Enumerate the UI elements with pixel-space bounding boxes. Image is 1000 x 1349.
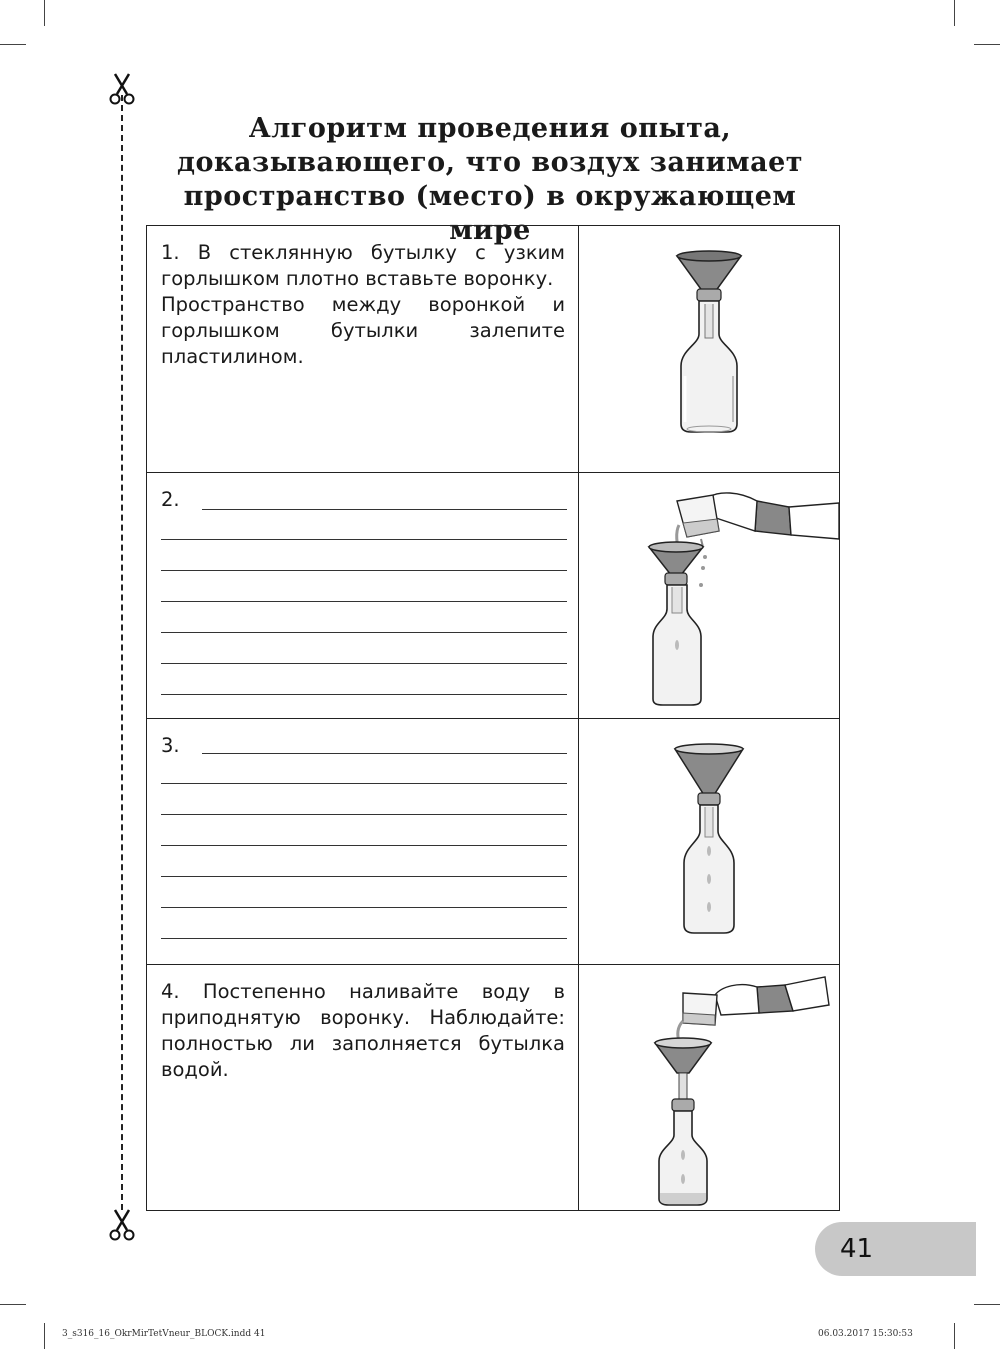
step-row-1: [147, 226, 839, 472]
step-illustration-cell: [579, 473, 839, 718]
pouring-water-illustration: [579, 473, 839, 719]
answer-line: [161, 907, 567, 908]
crop-mark: [954, 0, 955, 26]
answer-line: [161, 814, 567, 815]
step-row-4: [147, 964, 839, 1210]
answer-line: [161, 632, 567, 633]
pouring-raised-funnel-illustration: [579, 965, 839, 1211]
step-illustration-cell: [579, 226, 839, 472]
answer-line: [161, 845, 567, 846]
cut-line: [121, 95, 123, 1210]
step-number: 3.: [161, 734, 180, 757]
step-illustration-cell: [579, 965, 839, 1210]
answer-line: [202, 509, 567, 510]
answer-line: [161, 570, 567, 571]
answer-line: [161, 783, 567, 784]
answer-line: [161, 694, 567, 695]
step-number: 2.: [161, 488, 180, 511]
step-illustration-cell: [579, 719, 839, 964]
title-line: Алгоритм проведения опыта,: [248, 113, 732, 144]
crop-mark: [44, 0, 45, 26]
crop-mark: [974, 1304, 1000, 1305]
title-line: пространство (место) в окружающем мире: [183, 181, 797, 246]
step-text-cell: [147, 719, 579, 964]
steps-table: [146, 225, 840, 1211]
crop-mark: [44, 1323, 45, 1349]
page-number: 41: [840, 1234, 874, 1264]
answer-line: [202, 753, 567, 754]
step-instruction: 4. Постепенно наливайте воду в приподнятую воронку. Наблюдайте: полностью ли заполняется бутылка водой.: [161, 980, 565, 1081]
step-row-2: [147, 472, 839, 718]
step-row-3: [147, 718, 839, 964]
bottle-with-funnel-illustration: [579, 226, 839, 472]
step-text-cell: [147, 473, 579, 718]
answer-line: [161, 601, 567, 602]
answer-line: [161, 539, 567, 540]
step-text-cell: [147, 226, 579, 472]
crop-mark: [0, 44, 26, 45]
step-text-cell: [147, 965, 579, 1210]
funnel-with-water-illustration: [579, 719, 839, 965]
footer-file-name: 3_s316_16_OkrMirTetVneur_BLOCK.indd 41: [62, 1329, 266, 1339]
step-instruction: 1. В стеклянную бутылку с узким горлышком плотно вставьте воронку.: [161, 241, 565, 290]
crop-mark: [0, 1304, 26, 1305]
answer-line: [161, 938, 567, 939]
answer-line: [161, 663, 567, 664]
title-line: доказывающего, что воздух занимает: [176, 147, 804, 178]
page-number-tab: [815, 1222, 976, 1276]
scissors-icon: [107, 72, 137, 106]
crop-mark: [954, 1323, 955, 1349]
scissors-icon: [107, 1208, 137, 1242]
footer-timestamp: 06.03.2017 15:30:53: [818, 1329, 913, 1339]
answer-line: [161, 876, 567, 877]
step-instruction: Пространство между воронкой и горлышком бутылки залепите пластилином.: [161, 293, 565, 368]
crop-mark: [974, 44, 1000, 45]
